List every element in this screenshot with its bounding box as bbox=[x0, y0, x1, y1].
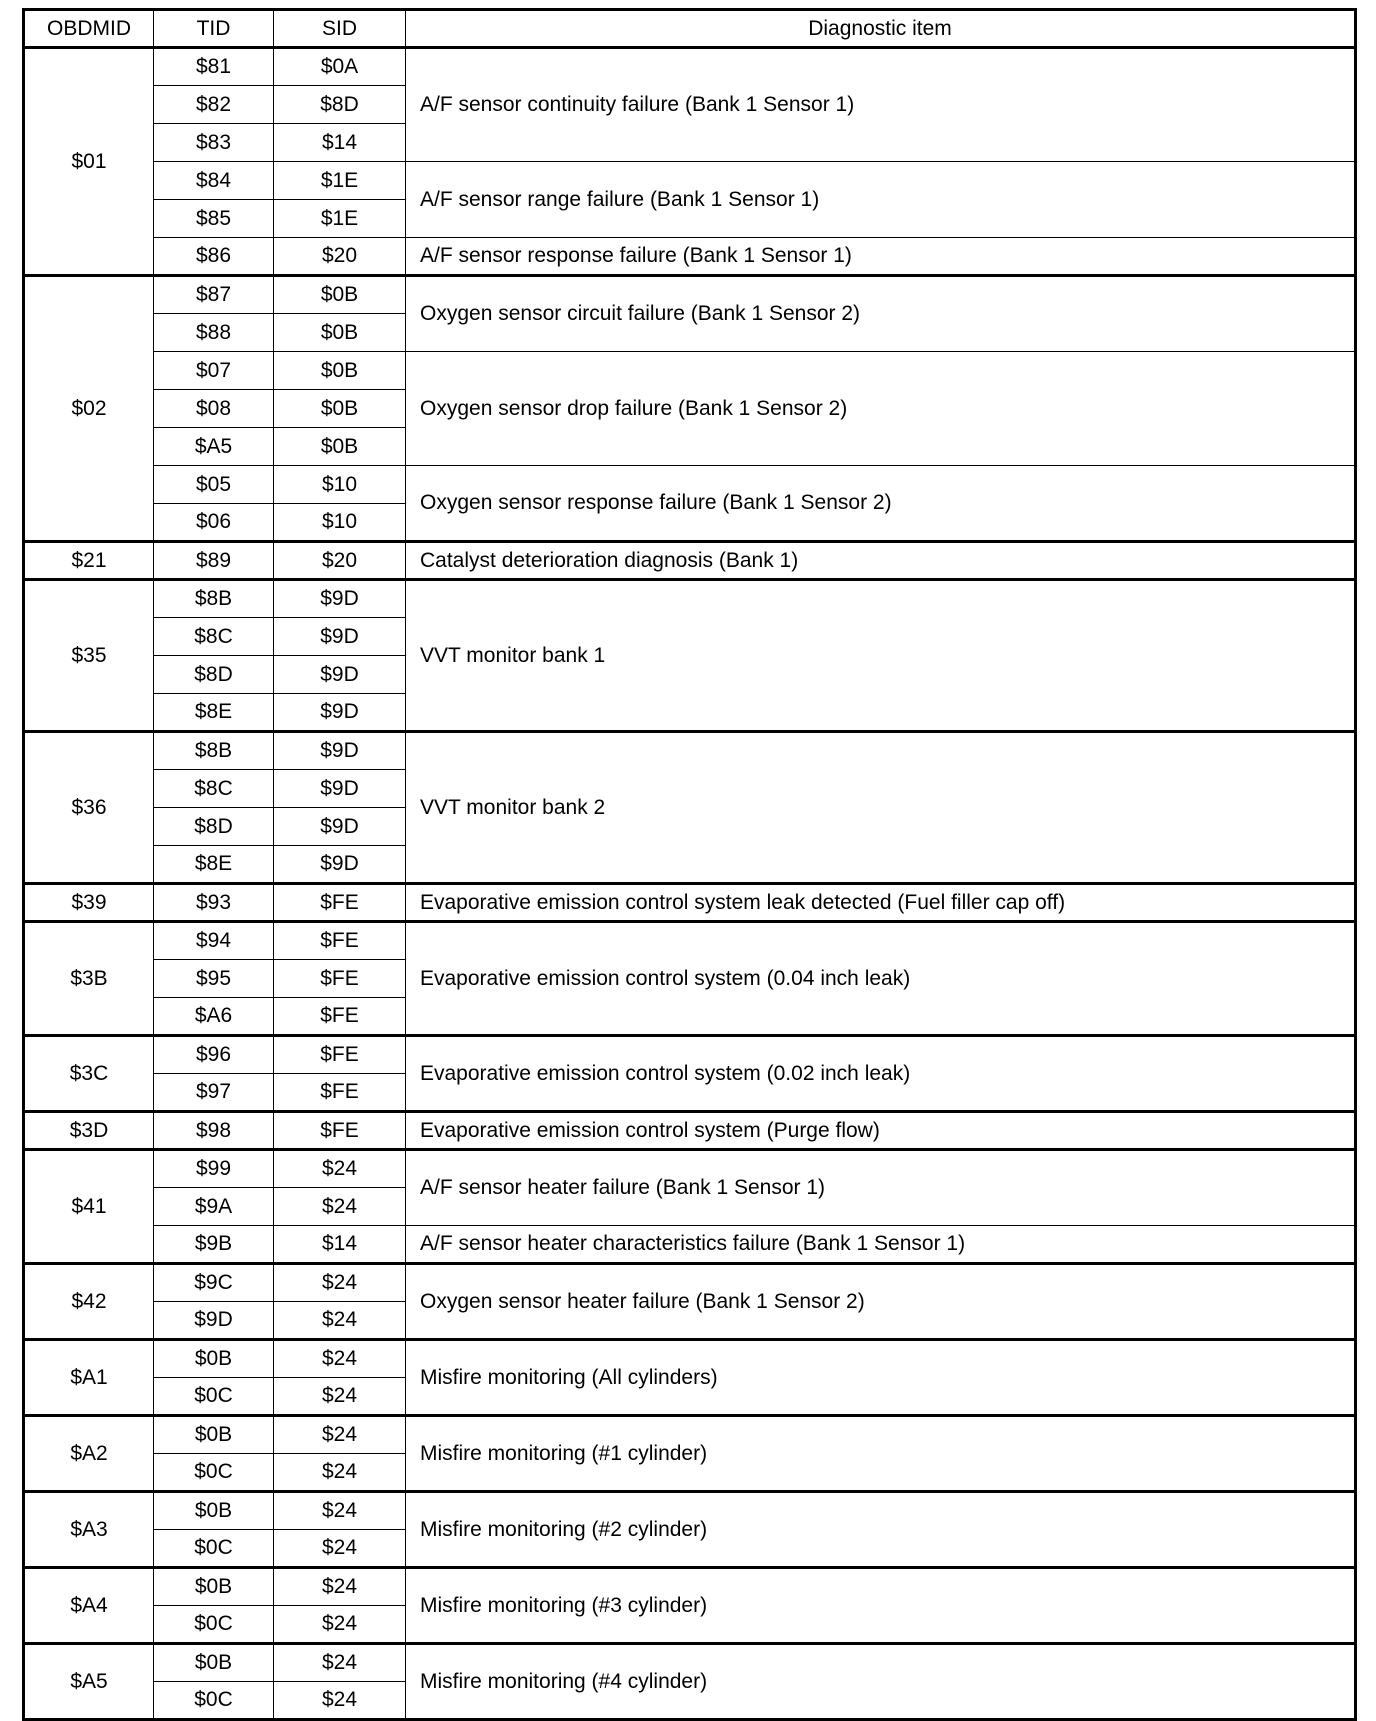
diagnostic-item-cell: A/F sensor continuity failure (Bank 1 Sensor 1) bbox=[406, 48, 1356, 162]
sid-cell: $14 bbox=[274, 1226, 406, 1264]
sid-cell: $24 bbox=[274, 1682, 406, 1720]
diagnostic-item-cell: A/F sensor range failure (Bank 1 Sensor 1) bbox=[406, 162, 1356, 238]
diagnostic-item-cell: Oxygen sensor drop failure (Bank 1 Sensor 2) bbox=[406, 352, 1356, 466]
header-sid: SID bbox=[274, 10, 406, 48]
table-row bbox=[24, 1226, 1356, 1264]
tid-cell: $84 bbox=[154, 162, 274, 200]
diagnostic-item-cell: Misfire monitoring (#4 cylinder) bbox=[406, 1644, 1356, 1720]
tid-cell: $93 bbox=[154, 884, 274, 922]
sid-cell: $9D bbox=[274, 694, 406, 732]
table-row bbox=[24, 276, 1356, 314]
tid-cell: $96 bbox=[154, 1036, 274, 1074]
tid-cell: $8B bbox=[154, 732, 274, 770]
diagnostic-item-cell: A/F sensor heater failure (Bank 1 Sensor 1) bbox=[406, 1150, 1356, 1226]
diagnostic-item-cell: VVT monitor bank 2 bbox=[406, 732, 1356, 884]
sid-cell: $20 bbox=[274, 542, 406, 580]
diagnostic-item-cell: Misfire monitoring (#2 cylinder) bbox=[406, 1492, 1356, 1568]
tid-cell: $97 bbox=[154, 1074, 274, 1112]
tid-cell: $99 bbox=[154, 1150, 274, 1188]
tid-cell: $8B bbox=[154, 580, 274, 618]
sid-cell: $14 bbox=[274, 124, 406, 162]
table-row bbox=[24, 466, 1356, 504]
tid-cell: $0B bbox=[154, 1492, 274, 1530]
sid-cell: $24 bbox=[274, 1530, 406, 1568]
sid-cell: $0B bbox=[274, 428, 406, 466]
diagnostic-table bbox=[22, 8, 1357, 1721]
sid-cell: $24 bbox=[274, 1492, 406, 1530]
obdmid-cell: $42 bbox=[24, 1264, 154, 1340]
tid-cell: $A6 bbox=[154, 998, 274, 1036]
tid-cell: $0B bbox=[154, 1340, 274, 1378]
tid-cell: $08 bbox=[154, 390, 274, 428]
sid-cell: $24 bbox=[274, 1188, 406, 1226]
diagnostic-item-cell: Oxygen sensor response failure (Bank 1 Sensor 2) bbox=[406, 466, 1356, 542]
tid-cell: $0C bbox=[154, 1530, 274, 1568]
sid-cell: $FE bbox=[274, 960, 406, 998]
sid-cell: $24 bbox=[274, 1150, 406, 1188]
obdmid-cell: $35 bbox=[24, 580, 154, 732]
sid-cell: $24 bbox=[274, 1454, 406, 1492]
table-row bbox=[24, 1264, 1356, 1302]
obdmid-cell: $A2 bbox=[24, 1416, 154, 1492]
table-body bbox=[24, 48, 1356, 1720]
sid-cell: $0A bbox=[274, 48, 406, 86]
tid-cell: $0C bbox=[154, 1682, 274, 1720]
obdmid-cell: $3D bbox=[24, 1112, 154, 1150]
tid-cell: $8D bbox=[154, 656, 274, 694]
diagnostic-item-cell: Misfire monitoring (#3 cylinder) bbox=[406, 1568, 1356, 1644]
table-row bbox=[24, 352, 1356, 390]
obdmid-cell: $21 bbox=[24, 542, 154, 580]
obdmid-cell: $36 bbox=[24, 732, 154, 884]
table-row bbox=[24, 1568, 1356, 1606]
tid-cell: $83 bbox=[154, 124, 274, 162]
diagnostic-item-cell: Evaporative emission control system (Purge flow) bbox=[406, 1112, 1356, 1150]
obdmid-cell: $01 bbox=[24, 48, 154, 276]
table-row bbox=[24, 48, 1356, 86]
sid-cell: $0B bbox=[274, 314, 406, 352]
sid-cell: $8D bbox=[274, 86, 406, 124]
table-row bbox=[24, 732, 1356, 770]
sid-cell: $24 bbox=[274, 1340, 406, 1378]
sid-cell: $9D bbox=[274, 732, 406, 770]
sid-cell: $FE bbox=[274, 884, 406, 922]
obdmid-cell: $A5 bbox=[24, 1644, 154, 1720]
table-row bbox=[24, 1416, 1356, 1454]
sid-cell: $1E bbox=[274, 162, 406, 200]
sid-cell: $20 bbox=[274, 238, 406, 276]
sid-cell: $FE bbox=[274, 998, 406, 1036]
diagnostic-item-cell: Misfire monitoring (All cylinders) bbox=[406, 1340, 1356, 1416]
tid-cell: $07 bbox=[154, 352, 274, 390]
table-row bbox=[24, 238, 1356, 276]
diagnostic-item-cell: Oxygen sensor heater failure (Bank 1 Sensor 2) bbox=[406, 1264, 1356, 1340]
sid-cell: $10 bbox=[274, 466, 406, 504]
tid-cell: $8D bbox=[154, 808, 274, 846]
sid-cell: $24 bbox=[274, 1644, 406, 1682]
obdmid-cell: $39 bbox=[24, 884, 154, 922]
obdmid-cell: $41 bbox=[24, 1150, 154, 1264]
sid-cell: $9D bbox=[274, 656, 406, 694]
table-row bbox=[24, 1036, 1356, 1074]
sid-cell: $FE bbox=[274, 1074, 406, 1112]
sid-cell: $24 bbox=[274, 1606, 406, 1644]
table-row bbox=[24, 162, 1356, 200]
diagnostic-item-cell: Catalyst deterioration diagnosis (Bank 1) bbox=[406, 542, 1356, 580]
tid-cell: $88 bbox=[154, 314, 274, 352]
tid-cell: $0C bbox=[154, 1454, 274, 1492]
sid-cell: $0B bbox=[274, 352, 406, 390]
sid-cell: $24 bbox=[274, 1568, 406, 1606]
obdmid-cell: $A1 bbox=[24, 1340, 154, 1416]
tid-cell: $0C bbox=[154, 1378, 274, 1416]
table-row bbox=[24, 1644, 1356, 1682]
tid-cell: $05 bbox=[154, 466, 274, 504]
tid-cell: $81 bbox=[154, 48, 274, 86]
tid-cell: $06 bbox=[154, 504, 274, 542]
sid-cell: $0B bbox=[274, 390, 406, 428]
obdmid-cell: $3B bbox=[24, 922, 154, 1036]
table-row bbox=[24, 1492, 1356, 1530]
tid-cell: $9C bbox=[154, 1264, 274, 1302]
sid-cell: $9D bbox=[274, 580, 406, 618]
sid-cell: $9D bbox=[274, 808, 406, 846]
diagnostic-item-cell: Misfire monitoring (#1 cylinder) bbox=[406, 1416, 1356, 1492]
table-row bbox=[24, 542, 1356, 580]
diagnostic-item-cell: A/F sensor heater characteristics failure (Bank 1 Sensor 1) bbox=[406, 1226, 1356, 1264]
sid-cell: $9D bbox=[274, 846, 406, 884]
sid-cell: $10 bbox=[274, 504, 406, 542]
tid-cell: $85 bbox=[154, 200, 274, 238]
diagnostic-item-cell: VVT monitor bank 1 bbox=[406, 580, 1356, 732]
tid-cell: $0C bbox=[154, 1606, 274, 1644]
tid-cell: $0B bbox=[154, 1416, 274, 1454]
sid-cell: $24 bbox=[274, 1264, 406, 1302]
sid-cell: $FE bbox=[274, 1036, 406, 1074]
table-row bbox=[24, 922, 1356, 960]
obdmid-cell: $A4 bbox=[24, 1568, 154, 1644]
obdmid-cell: $A3 bbox=[24, 1492, 154, 1568]
tid-cell: $82 bbox=[154, 86, 274, 124]
tid-cell: $8E bbox=[154, 846, 274, 884]
tid-cell: $0B bbox=[154, 1644, 274, 1682]
diagnostic-item-cell: Evaporative emission control system (0.02 inch leak) bbox=[406, 1036, 1356, 1112]
tid-cell: $9D bbox=[154, 1302, 274, 1340]
table-row bbox=[24, 884, 1356, 922]
table-row bbox=[24, 1150, 1356, 1188]
tid-cell: $94 bbox=[154, 922, 274, 960]
tid-cell: $95 bbox=[154, 960, 274, 998]
sid-cell: $FE bbox=[274, 1112, 406, 1150]
sid-cell: $9D bbox=[274, 770, 406, 808]
header-obdmid: OBDMID bbox=[24, 10, 154, 48]
table-row bbox=[24, 580, 1356, 618]
diagnostic-item-cell: Evaporative emission control system leak detected (Fuel filler cap off) bbox=[406, 884, 1356, 922]
table-row bbox=[24, 1112, 1356, 1150]
header-row bbox=[24, 10, 1356, 48]
diagnostic-item-cell: Oxygen sensor circuit failure (Bank 1 Sensor 2) bbox=[406, 276, 1356, 352]
diagnostic-item-cell: A/F sensor response failure (Bank 1 Sensor 1) bbox=[406, 238, 1356, 276]
diagnostic-item-cell: Evaporative emission control system (0.04 inch leak) bbox=[406, 922, 1356, 1036]
tid-cell: $9A bbox=[154, 1188, 274, 1226]
tid-cell: $8C bbox=[154, 770, 274, 808]
tid-cell: $98 bbox=[154, 1112, 274, 1150]
obdmid-cell: $02 bbox=[24, 276, 154, 542]
header-diagnostic-item: Diagnostic item bbox=[406, 10, 1356, 48]
tid-cell: $8E bbox=[154, 694, 274, 732]
tid-cell: $87 bbox=[154, 276, 274, 314]
tid-cell: $8C bbox=[154, 618, 274, 656]
tid-cell: $89 bbox=[154, 542, 274, 580]
sid-cell: $9D bbox=[274, 618, 406, 656]
sid-cell: $1E bbox=[274, 200, 406, 238]
sid-cell: $24 bbox=[274, 1416, 406, 1454]
obdmid-cell: $3C bbox=[24, 1036, 154, 1112]
sid-cell: $0B bbox=[274, 276, 406, 314]
tid-cell: $A5 bbox=[154, 428, 274, 466]
sid-cell: $24 bbox=[274, 1302, 406, 1340]
sid-cell: $FE bbox=[274, 922, 406, 960]
sid-cell: $24 bbox=[274, 1378, 406, 1416]
table-row bbox=[24, 1340, 1356, 1378]
header-tid: TID bbox=[154, 10, 274, 48]
table-header bbox=[24, 10, 1356, 48]
tid-cell: $86 bbox=[154, 238, 274, 276]
tid-cell: $0B bbox=[154, 1568, 274, 1606]
tid-cell: $9B bbox=[154, 1226, 274, 1264]
